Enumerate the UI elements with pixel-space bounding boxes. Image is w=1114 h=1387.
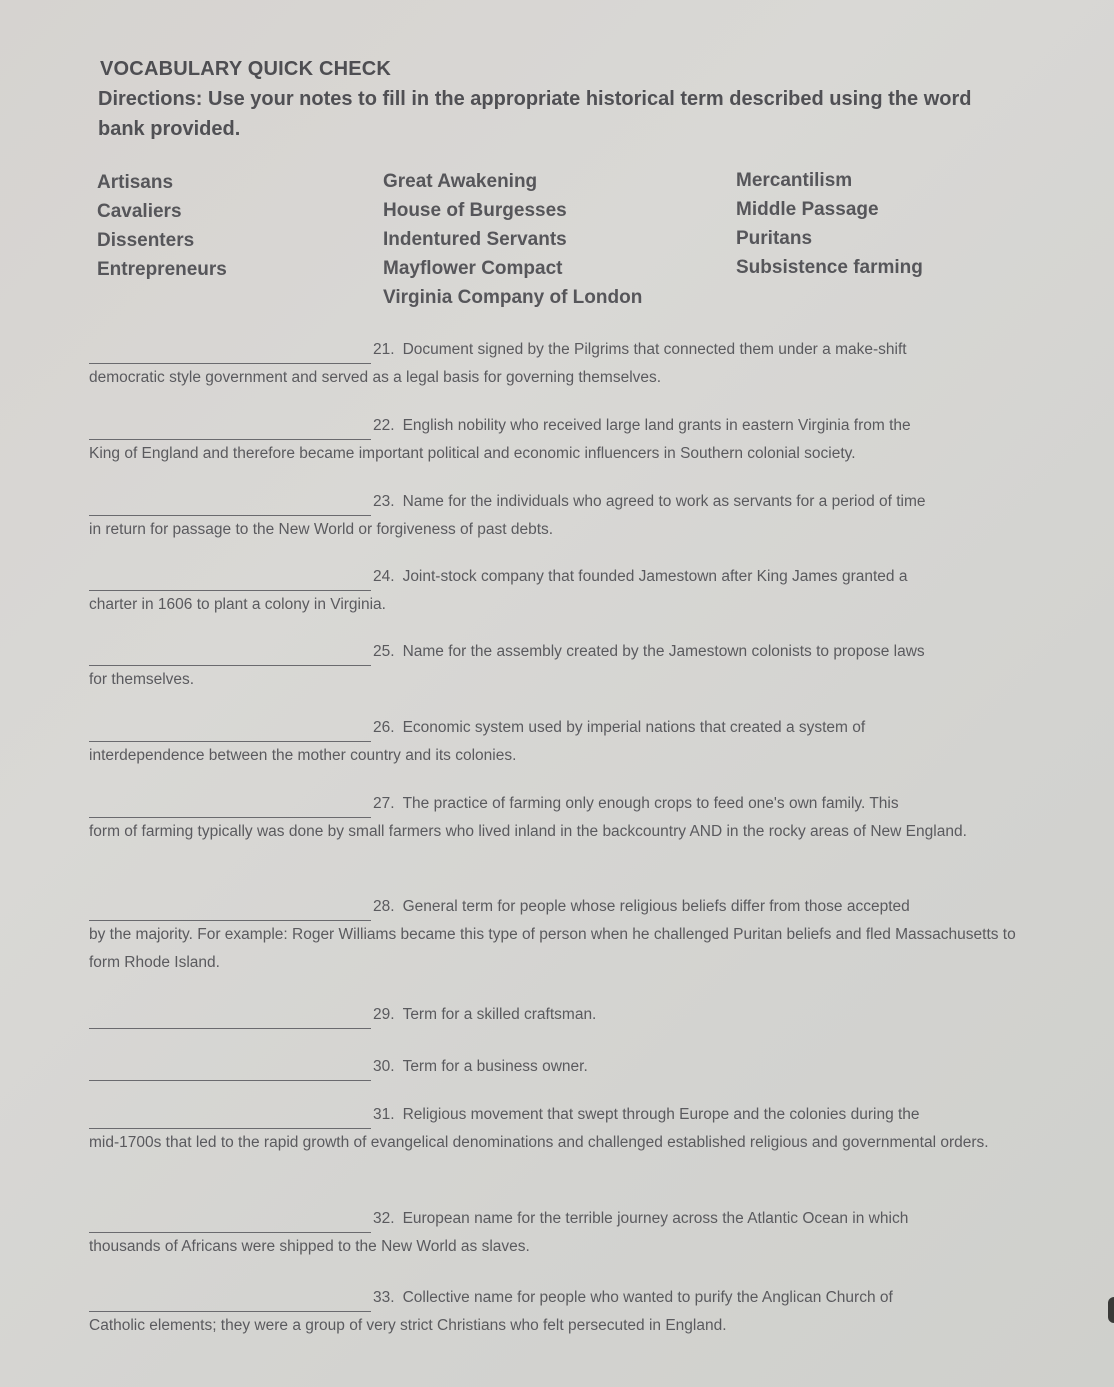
word-bank-term: Dissenters [97,230,195,251]
question-text-continued: thousands of Africans were shipped to the New World as slaves. [89,1238,530,1255]
question-text: Religious movement that swept through Europe and the colonies during the [402,1106,920,1123]
question-text: Name for the individuals who agreed to work as servants for a period of time [402,493,926,510]
question-text-continued: form of farming typically was done by small farmers who lived inland in the backcountry AND in the rocky areas of New England. [89,823,967,840]
question-text: European name for the terrible journey across the Atlantic Ocean in which [402,1210,909,1227]
question-number: 27. [373,795,395,812]
question-number: 33. [373,1289,395,1306]
question-text-continued: by the majority. For example: Roger Williams became this type of person when he challenged Puritan beliefs and fled Massachusetts to form Rhode Island. [89,926,1016,971]
question-text: The practice of farming only enough crops to feed one's own family. This [402,795,899,812]
directions-text: Directions: Use your notes to fill in the appropriate historical term described using the word bank provided. [98,88,972,140]
word-bank-term: Great Awakening [383,171,538,192]
question-number: 32. [373,1210,395,1227]
question-33 [89,1284,1034,1340]
word-bank-column-3 [736,166,923,282]
question-number: 21. [373,341,395,358]
question-21 [89,336,1034,392]
question-24 [89,563,1034,619]
answer-blank-24[interactable] [89,570,371,591]
word-bank-term: Cavaliers [97,201,182,222]
question-number: 28. [373,898,395,915]
answer-blank-32[interactable] [89,1212,371,1233]
word-bank-term: Middle Passage [736,199,879,220]
question-number: 26. [373,719,395,736]
question-text: Term for a skilled craftsman. [402,1006,597,1023]
word-bank-term: Indentured Servants [383,229,567,250]
answer-blank-26[interactable] [89,721,371,742]
question-31 [89,1101,1034,1157]
answer-blank-22[interactable] [89,419,371,440]
word-bank-term: Virginia Company of London [383,287,643,308]
question-25 [89,638,1034,694]
word-bank-term: Subsistence farming [736,257,923,278]
answer-blank-29[interactable] [89,1008,371,1029]
question-30 [89,1053,1034,1081]
answer-blank-25[interactable] [89,645,371,666]
question-number: 24. [373,568,395,585]
question-text: Term for a business owner. [402,1058,588,1075]
question-number: 22. [373,417,395,434]
question-text: Name for the assembly created by the Jamestown colonists to propose laws [402,643,925,660]
word-bank-term: Puritans [736,228,813,249]
question-23 [89,488,1034,544]
word-bank-term: House of Burgesses [383,200,567,221]
word-bank-column-1 [97,168,227,284]
question-text: English nobility who received large land grants in eastern Virginia from the [402,417,911,434]
answer-blank-30[interactable] [89,1060,371,1081]
answer-blank-28[interactable] [89,900,371,921]
answer-blank-31[interactable] [89,1108,371,1129]
word-bank-column-2 [383,167,642,312]
question-32 [89,1205,1034,1261]
page-title: VOCABULARY QUICK CHECK [100,58,392,80]
question-number: 25. [373,643,395,660]
question-text-continued: interdependence between the mother country and its colonies. [89,747,517,764]
question-26 [89,714,1034,770]
question-text-continued: charter in 1606 to plant a colony in Virginia. [89,596,386,613]
question-28 [89,893,1034,977]
question-29 [89,1001,1034,1029]
word-bank-term: Entrepreneurs [97,259,227,280]
question-number: 23. [373,493,395,510]
question-number: 31. [373,1106,395,1123]
question-text: Document signed by the Pilgrims that connected them under a make-shift [402,341,907,358]
answer-blank-23[interactable] [89,495,371,516]
question-text: Collective name for people who wanted to purify the Anglican Church of [402,1289,893,1306]
question-22 [89,412,1034,468]
question-text-continued: Catholic elements; they were a group of very strict Christians who felt persecuted in England. [89,1317,727,1334]
word-bank-term: Mayflower Compact [383,258,563,279]
question-number: 29. [373,1006,395,1023]
word-bank-term: Mercantilism [736,170,853,191]
question-number: 30. [373,1058,395,1075]
word-bank-term: Artisans [97,172,174,193]
question-text-continued: for themselves. [89,671,195,688]
question-text-continued: mid-1700s that led to the rapid growth of evangelical denominations and challenged established religious and governmental orders. [89,1134,989,1151]
question-text: General term for people whose religious beliefs differ from those accepted [402,898,910,915]
answer-blank-33[interactable] [89,1291,371,1312]
question-text-continued: democratic style government and served as a legal basis for governing themselves. [89,369,662,386]
question-text-continued: King of England and therefore became important political and economic influencers in Southern colonial society. [89,445,856,462]
question-text: Joint-stock company that founded Jamestown after King James granted a [402,568,908,585]
answer-blank-21[interactable] [89,343,371,364]
answer-blank-27[interactable] [89,797,371,818]
question-27 [89,790,1034,846]
question-text-continued: in return for passage to the New World or forgiveness of past debts. [89,521,554,538]
question-text: Economic system used by imperial nations that created a system of [402,719,866,736]
page-edge-shadow [1108,1297,1114,1323]
